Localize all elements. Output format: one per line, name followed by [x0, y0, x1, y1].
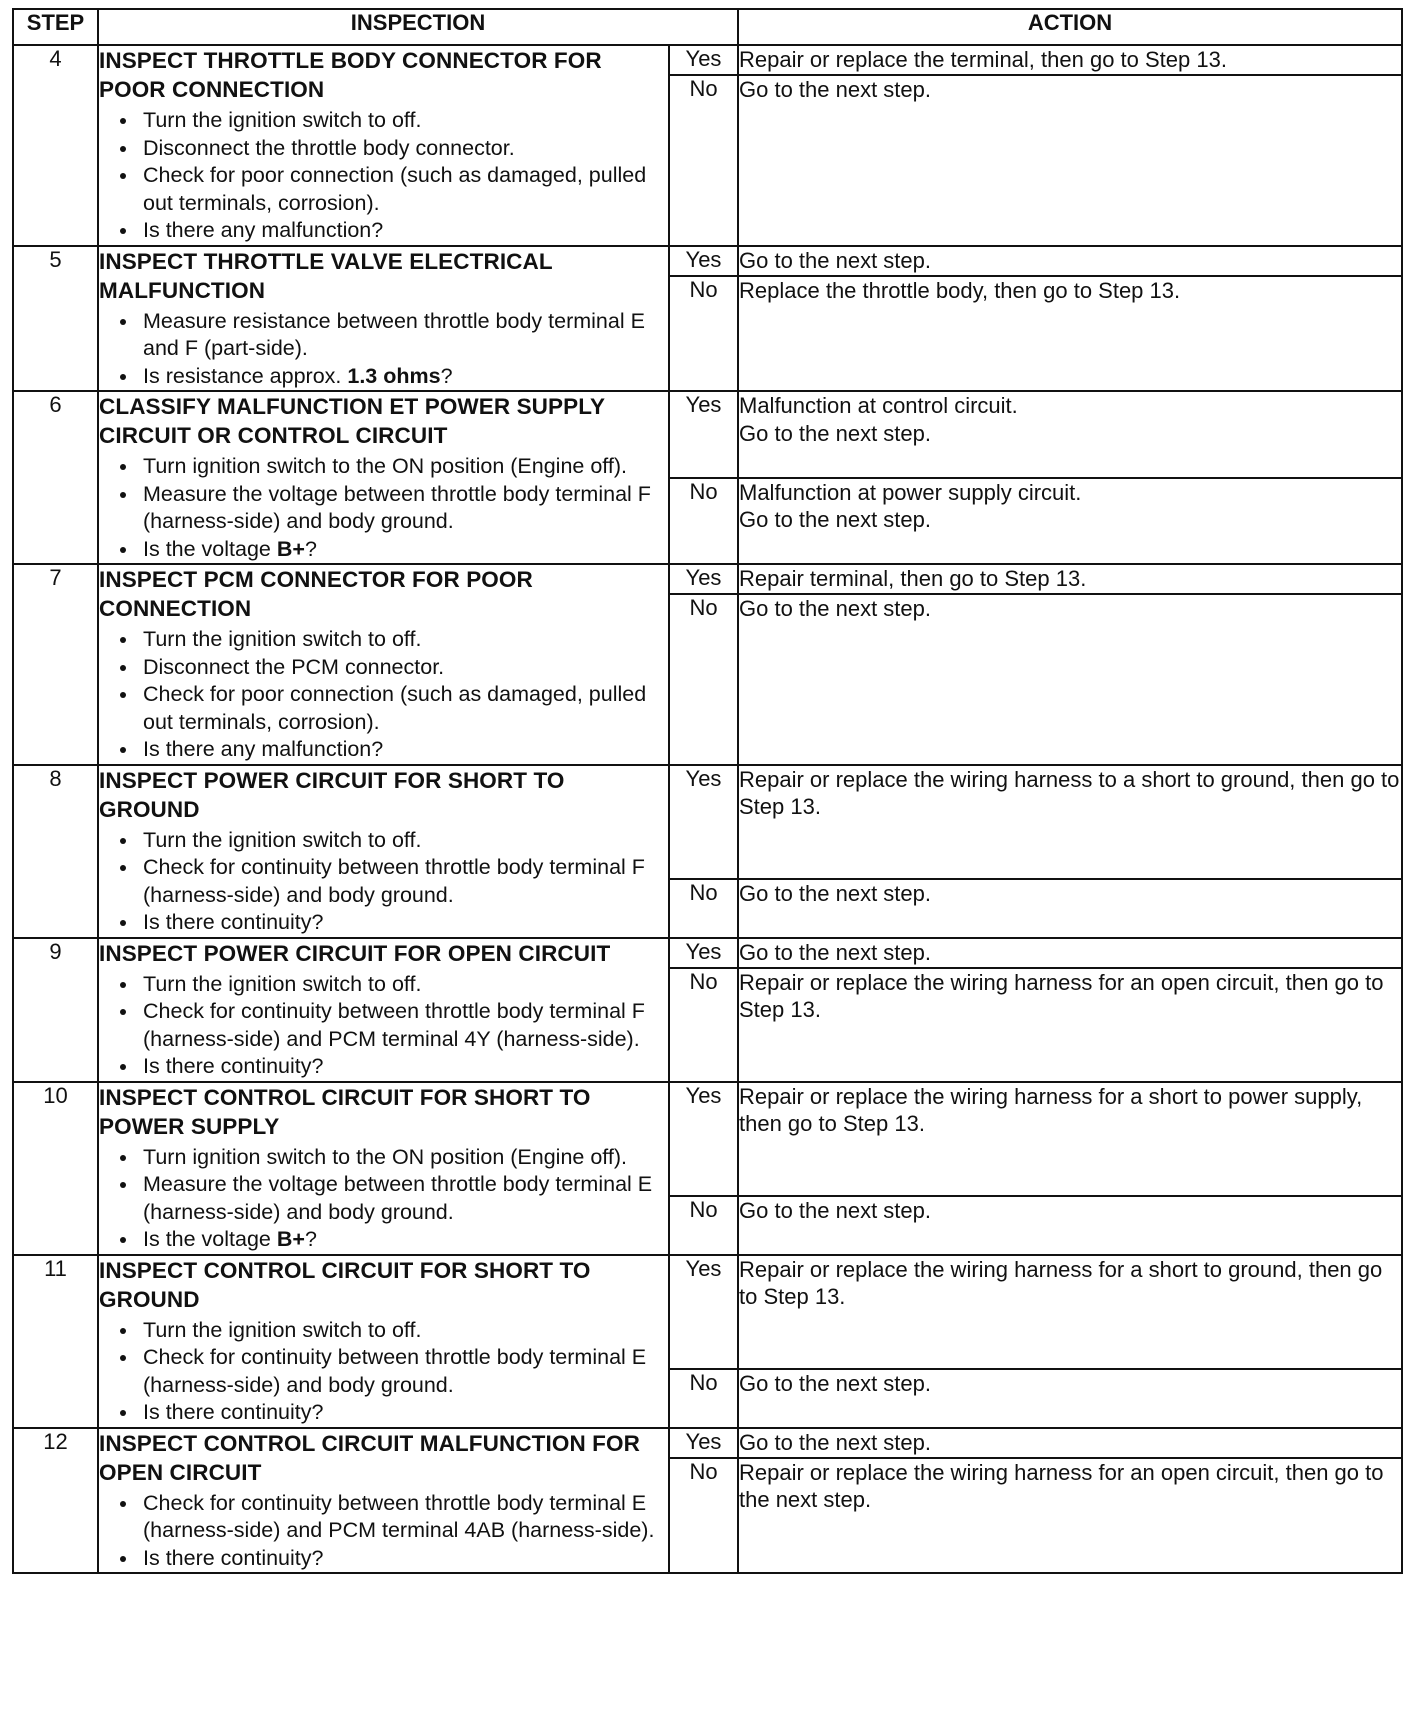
inspection-bullet: • Check for continuity between throttle body terminal E (harness-side) and body ground.	[139, 1344, 668, 1399]
action-line: Go to the next step.	[739, 507, 932, 532]
yes-label: Yes	[669, 1428, 738, 1458]
action-column-header: ACTION	[738, 9, 1402, 45]
yes-label: Yes	[669, 45, 738, 75]
inspection-bullet: • Turn ignition switch to the ON position (Engine off).	[139, 453, 668, 481]
no-action: Go to the next step.	[738, 75, 1402, 246]
no-label: No	[669, 75, 738, 246]
inspection-cell	[98, 938, 669, 1082]
no-action: Replace the throttle body, then go to Step 13.	[738, 276, 1402, 392]
inspection-bullet: • Turn ignition switch to the ON position (Engine off).	[139, 1144, 668, 1172]
inspection-bullet: • Check for continuity between throttle body terminal F (harness-side) and body ground.	[139, 854, 668, 909]
step-number: 7	[13, 564, 98, 765]
step-column-header: STEP	[13, 9, 98, 45]
action-line: Malfunction at control circuit.	[739, 393, 1018, 418]
inspection-cell	[98, 391, 669, 564]
inspection-bullet	[139, 536, 668, 564]
no-label: No	[669, 1369, 738, 1428]
inspection-bullet: • Is there continuity?	[139, 909, 668, 937]
inspection-bullet: • Is there any malfunction?	[139, 217, 668, 245]
inspection-bullet: • Check for poor connection (such as damaged, pulled out terminals, corrosion).	[139, 162, 668, 217]
yes-label: Yes	[669, 938, 738, 968]
bullet-text: ?	[304, 1227, 317, 1251]
step-row-yes	[13, 246, 1402, 276]
inspection-bullet: • Disconnect the PCM connector.	[139, 654, 668, 682]
inspection-bullet: • Measure the voltage between throttle body terminal E (harness-side) and body ground.	[139, 1171, 668, 1226]
no-label: No	[669, 1196, 738, 1255]
inspection-column-header: INSPECTION	[98, 9, 738, 45]
inspection-title: INSPECT POWER CIRCUIT FOR SHORT TO GROUND	[99, 767, 565, 822]
no-action: Go to the next step.	[738, 1196, 1402, 1255]
inspection-bullets	[99, 626, 668, 764]
no-action: Go to the next step.	[738, 879, 1402, 938]
yes-action	[738, 391, 1402, 478]
no-label: No	[669, 276, 738, 392]
no-label: No	[669, 1458, 738, 1574]
step-number: 5	[13, 246, 98, 392]
step-row-yes	[13, 765, 1402, 879]
step-number: 10	[13, 1082, 98, 1255]
inspection-bullet: • Turn the ignition switch to off.	[139, 626, 668, 654]
no-action: Repair or replace the wiring harness for an open circuit, then go to Step 13.	[738, 968, 1402, 1082]
yes-action: Repair terminal, then go to Step 13.	[738, 564, 1402, 594]
step-number: 12	[13, 1428, 98, 1574]
inspection-bullet: • Is there continuity?	[139, 1053, 668, 1081]
inspection-title: INSPECT CONTROL CIRCUIT FOR SHORT TO GROUND	[99, 1257, 591, 1312]
bullet-text: Is resistance approx.	[143, 363, 348, 388]
bullet-text: ?	[440, 363, 453, 388]
inspection-cell	[98, 246, 669, 392]
step-row-yes	[13, 1082, 1402, 1196]
inspection-title: INSPECT THROTTLE VALVE ELECTRICAL MALFUNCTION	[99, 248, 553, 303]
step-row-yes	[13, 1428, 1402, 1458]
inspection-bullet: • Is there continuity?	[139, 1545, 668, 1573]
no-action: Go to the next step.	[738, 1369, 1402, 1428]
yes-label: Yes	[669, 564, 738, 594]
inspection-bullet: • Check for continuity between throttle body terminal E (harness-side) and PCM terminal 4AB (harness-side).	[139, 1490, 668, 1545]
diagnostic-table	[12, 8, 1403, 1574]
yes-action: Repair or replace the terminal, then go to Step 13.	[738, 45, 1402, 75]
step-number: 6	[13, 391, 98, 564]
inspection-bullet	[139, 1226, 668, 1254]
bullet-text: Is the voltage	[143, 536, 277, 561]
step-row-yes	[13, 938, 1402, 968]
inspection-title: CLASSIFY MALFUNCTION ET POWER SUPPLY CIRCUIT OR CONTROL CIRCUIT	[99, 394, 605, 448]
inspection-cell	[98, 1082, 669, 1255]
inspection-cell	[98, 564, 669, 765]
inspection-title: INSPECT PCM CONNECTOR FOR POOR CONNECTION	[99, 567, 533, 621]
inspection-cell	[98, 765, 669, 938]
step-row-yes	[13, 1255, 1402, 1369]
yes-action: Repair or replace the wiring harness for a short to ground, then go to Step 13.	[738, 1255, 1402, 1369]
inspection-title: INSPECT THROTTLE BODY CONNECTOR FOR POOR CONNECTION	[99, 48, 602, 102]
inspection-bullet: • Turn the ignition switch to off.	[139, 107, 668, 135]
inspection-cell	[98, 1428, 669, 1574]
no-label: No	[669, 594, 738, 765]
diagnostic-procedure-sheet	[12, 8, 1401, 1574]
inspection-bullets	[99, 107, 668, 245]
yes-action: Repair or replace the wiring harness to a short to ground, then go to Step 13.	[738, 765, 1402, 879]
inspection-bullet: • Disconnect the throttle body connector.	[139, 135, 668, 163]
bullet-text: ?	[304, 536, 317, 561]
resistance-value: 1.3 ohms	[347, 363, 441, 388]
step-row-yes	[13, 391, 1402, 478]
inspection-bullet: • Is there any malfunction?	[139, 736, 668, 764]
inspection-title: INSPECT CONTROL CIRCUIT MALFUNCTION FOR OPEN CIRCUIT	[99, 1430, 640, 1485]
inspection-title: INSPECT POWER CIRCUIT FOR OPEN CIRCUIT	[99, 940, 611, 966]
inspection-title: INSPECT CONTROL CIRCUIT FOR SHORT TO POWER SUPPLY	[99, 1084, 591, 1139]
yes-action: Go to the next step.	[738, 938, 1402, 968]
step-number: 4	[13, 45, 98, 246]
step-number: 9	[13, 938, 98, 1082]
inspection-bullet: • Turn the ignition switch to off.	[139, 971, 668, 999]
step-number: 8	[13, 765, 98, 938]
inspection-bullets	[99, 827, 668, 937]
no-label: No	[669, 968, 738, 1082]
yes-label: Yes	[669, 1082, 738, 1196]
no-label: No	[669, 478, 738, 565]
inspection-bullets	[99, 1490, 668, 1573]
step-row-yes	[13, 564, 1402, 594]
inspection-bullet: • Measure the voltage between throttle body terminal F (harness-side) and body ground.	[139, 481, 668, 536]
header-row	[13, 9, 1402, 45]
inspection-cell	[98, 1255, 669, 1428]
no-action: Repair or replace the wiring harness for an open circuit, then go to the next step.	[738, 1458, 1402, 1574]
no-label: No	[669, 879, 738, 938]
no-action	[738, 478, 1402, 565]
yes-action: Go to the next step.	[738, 1428, 1402, 1458]
inspection-bullet: • Is there continuity?	[139, 1399, 668, 1427]
yes-label: Yes	[669, 246, 738, 276]
inspection-cell	[98, 45, 669, 246]
voltage-value: B+	[276, 1227, 305, 1251]
action-line: Go to the next step.	[739, 420, 932, 446]
yes-label: Yes	[669, 765, 738, 879]
inspection-bullets	[99, 971, 668, 1081]
inspection-bullet: • Turn the ignition switch to off.	[139, 827, 668, 855]
inspection-bullet: • Check for poor connection (such as damaged, pulled out terminals, corrosion).	[139, 681, 668, 736]
yes-label: Yes	[669, 1255, 738, 1369]
yes-action: Repair or replace the wiring harness for a short to power supply, then go to Step 13.	[738, 1082, 1402, 1196]
inspection-bullets	[99, 1317, 668, 1427]
no-action: Go to the next step.	[738, 594, 1402, 765]
step-row-yes	[13, 45, 1402, 75]
yes-label: Yes	[669, 391, 738, 478]
inspection-bullet: • Check for continuity between throttle body terminal F (harness-side) and PCM terminal 4Y (harness-side).	[139, 998, 668, 1053]
inspection-bullet: • Turn the ignition switch to off.	[139, 1317, 668, 1345]
inspection-bullet: • Measure resistance between throttle body terminal E and F (part-side).	[139, 308, 668, 363]
step-number: 11	[13, 1255, 98, 1428]
inspection-bullets	[99, 1144, 668, 1254]
voltage-value: B+	[276, 536, 305, 561]
action-line: Malfunction at power supply circuit.	[739, 479, 1082, 505]
inspection-bullet	[139, 363, 668, 391]
yes-action: Go to the next step.	[738, 246, 1402, 276]
bullet-text: Is the voltage	[143, 1227, 277, 1251]
inspection-bullets	[99, 308, 668, 391]
inspection-bullets	[99, 453, 668, 563]
